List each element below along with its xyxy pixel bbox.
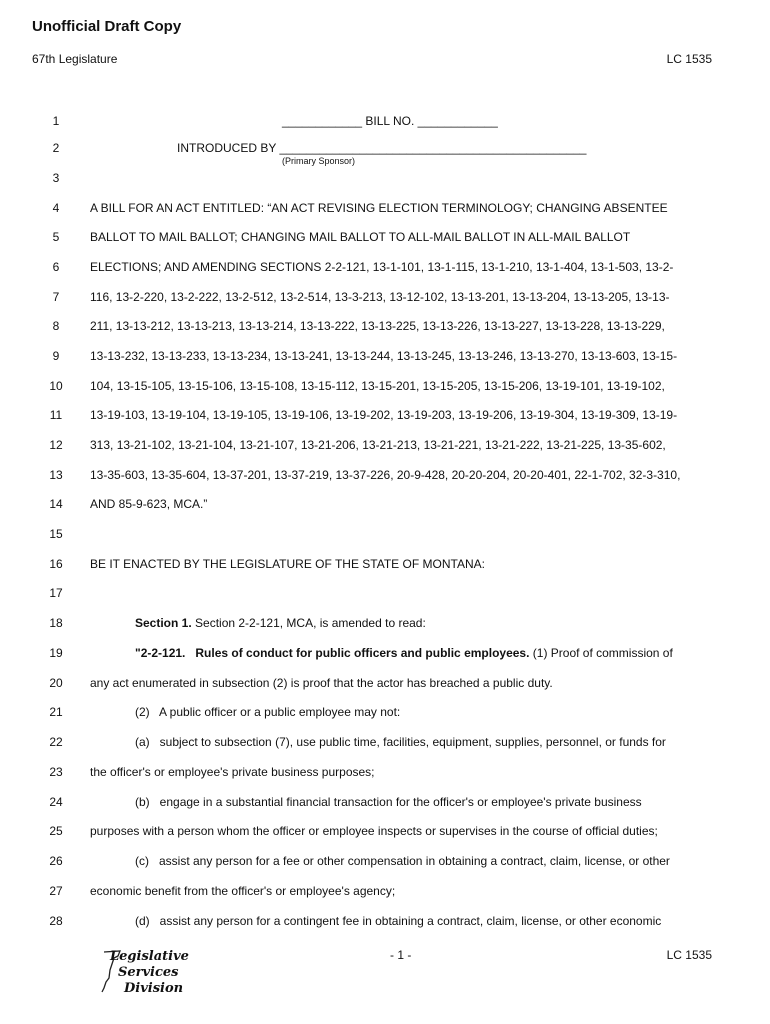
section-label: Section 1. xyxy=(135,616,192,630)
bill-line xyxy=(0,290,770,310)
bill-text: (d) assist any person for a contingent fee in obtaining a contract, claim, license, or other economic xyxy=(135,914,662,928)
bill-line xyxy=(0,171,770,191)
line-number: 17 xyxy=(49,586,63,600)
bill-text: any act enumerated in subsection (2) is proof that the actor has breached a public duty. xyxy=(90,676,553,690)
bill-line xyxy=(0,141,770,161)
line-number: 6 xyxy=(52,260,60,274)
bill-text: 13-13-232, 13-13-233, 13-13-234, 13-13-241, 13-13-244, 13-13-245, 13-13-246, 13-13-270, 13-13-603, 13-15- xyxy=(90,349,678,363)
bill-line xyxy=(0,201,770,221)
logo-word: Legislative xyxy=(110,949,189,964)
bill-line xyxy=(0,795,770,815)
bill-line xyxy=(0,438,770,458)
section-text: Section 2-2-121, MCA, is amended to read: xyxy=(191,616,426,630)
bill-line xyxy=(0,408,770,428)
bill-text: 211, 13-13-212, 13-13-213, 13-13-214, 13-13-222, 13-13-225, 13-13-226, 13-13-227, 13-13-228, 13-13-229, xyxy=(90,319,665,333)
bill-line xyxy=(0,319,770,339)
bill-number-line: ____________ BILL NO. ____________ xyxy=(282,114,498,128)
bill-line xyxy=(0,586,770,606)
line-number: 13 xyxy=(49,468,63,482)
bill-text: (2) A public officer or a public employee may not: xyxy=(135,705,401,719)
line-number: 24 xyxy=(49,795,63,809)
bill-line xyxy=(0,527,770,547)
introduced-by-line: INTRODUCED BY ______________________________________________ xyxy=(177,141,587,155)
bill-line xyxy=(0,468,770,488)
bill-text: 313, 13-21-102, 13-21-104, 13-21-107, 13-21-206, 13-21-213, 13-21-221, 13-21-222, 13-21-225, 13-35-602, xyxy=(90,438,666,452)
bill-text: 13-35-603, 13-35-604, 13-37-201, 13-37-219, 13-37-226, 20-9-428, 20-20-204, 20-20-401, 22-1-702, 32-3-310, xyxy=(90,468,681,482)
document-title: Unofficial Draft Copy xyxy=(32,18,182,35)
page-number: - 1 - xyxy=(390,948,412,962)
bill-line xyxy=(0,884,770,904)
bill-text: 104, 13-15-105, 13-15-106, 13-15-108, 13-15-112, 13-15-201, 13-15-205, 13-15-206, 13-19-101, 13-19-102, xyxy=(90,379,665,393)
bill-line xyxy=(0,616,770,636)
line-number: 25 xyxy=(49,824,63,838)
line-number: 26 xyxy=(49,854,63,868)
lc-number-footer: LC 1535 xyxy=(666,948,712,962)
bill-text: economic benefit from the officer's or employee's agency; xyxy=(90,884,396,898)
line-number: 12 xyxy=(49,438,63,452)
bill-text: 13-19-103, 13-19-104, 13-19-105, 13-19-106, 13-19-202, 13-19-203, 13-19-206, 13-19-304, 13-19-309, 13-19- xyxy=(90,408,678,422)
line-number: 28 xyxy=(49,914,63,928)
line-number: 2 xyxy=(52,141,60,155)
statute-title: "2-2-121. Rules of conduct for public officers and public employees. xyxy=(135,646,530,660)
bill-line xyxy=(0,824,770,844)
logo-word: Division xyxy=(124,981,184,996)
section-heading xyxy=(135,616,426,630)
lc-number-header: LC 1535 xyxy=(666,52,712,66)
bill-line xyxy=(0,379,770,399)
bill-line xyxy=(0,497,770,517)
bill-text: 116, 13-2-220, 13-2-222, 13-2-512, 13-2-514, 13-3-213, 13-12-102, 13-13-201, 13-13-204, 13-13-205, 13-13- xyxy=(90,290,670,304)
line-number: 9 xyxy=(52,349,60,363)
bill-line xyxy=(0,230,770,250)
line-number: 21 xyxy=(49,705,63,719)
line-number: 23 xyxy=(49,765,63,779)
bill-line xyxy=(0,676,770,696)
enacting-clause: BE IT ENACTED BY THE LEGISLATURE OF THE STATE OF MONTANA: xyxy=(90,557,485,571)
bill-line xyxy=(0,735,770,755)
bill-text: AND 85-9-623, MCA.” xyxy=(90,497,208,511)
bill-text: (a) subject to subsection (7), use public time, facilities, equipment, supplies, personnel, or funds for xyxy=(135,735,666,749)
bill-line xyxy=(0,349,770,369)
bill-line xyxy=(0,854,770,874)
bill-text: (b) engage in a substantial financial transaction for the officer's or employee's private business xyxy=(135,795,642,809)
bill-text: BALLOT TO MAIL BALLOT; CHANGING MAIL BALLOT TO ALL-MAIL BALLOT IN ALL-MAIL BALLOT xyxy=(90,230,631,244)
bill-line xyxy=(0,260,770,280)
bill-line xyxy=(0,646,770,666)
line-number: 5 xyxy=(52,230,60,244)
bill-line xyxy=(0,765,770,785)
legislative-services-division-logo xyxy=(100,948,190,1000)
line-number: 20 xyxy=(49,676,63,690)
line-number: 14 xyxy=(49,497,63,511)
statute-text: (1) Proof of commission of xyxy=(529,646,673,660)
bill-text: the officer's or employee's private business purposes; xyxy=(90,765,375,779)
bill-text: A BILL FOR AN ACT ENTITLED: “AN ACT REVISING ELECTION TERMINOLOGY; CHANGING ABSENTEE xyxy=(90,201,668,215)
section-title-line xyxy=(135,646,673,660)
bill-text: ELECTIONS; AND AMENDING SECTIONS 2-2-121, 13-1-101, 13-1-115, 13-1-210, 13-1-404, 13-1-503, 13-2- xyxy=(90,260,674,274)
line-number: 27 xyxy=(49,884,63,898)
line-number: 8 xyxy=(52,319,60,333)
bill-text: (c) assist any person for a fee or other compensation in obtaining a contract, claim, license, or other xyxy=(135,854,670,868)
line-number: 22 xyxy=(49,735,63,749)
bill-line xyxy=(0,705,770,725)
bill-text: purposes with a person whom the officer or employee inspects or supervises in the course of official duties; xyxy=(90,824,658,838)
bill-line xyxy=(0,914,770,934)
line-number: 15 xyxy=(49,527,63,541)
line-number: 19 xyxy=(49,646,63,660)
legislature-label: 67th Legislature xyxy=(32,52,118,66)
line-number: 10 xyxy=(49,379,63,393)
line-number: 4 xyxy=(52,201,60,215)
primary-sponsor-note: (Primary Sponsor) xyxy=(282,156,356,166)
line-number: 18 xyxy=(49,616,63,630)
line-number: 7 xyxy=(52,290,60,304)
line-number: 3 xyxy=(52,171,60,185)
bill-line xyxy=(0,557,770,577)
logo-word: Services xyxy=(118,965,179,980)
bill-line xyxy=(0,114,770,134)
line-number: 16 xyxy=(49,557,63,571)
line-number: 11 xyxy=(49,408,63,422)
line-number: 1 xyxy=(52,114,60,128)
